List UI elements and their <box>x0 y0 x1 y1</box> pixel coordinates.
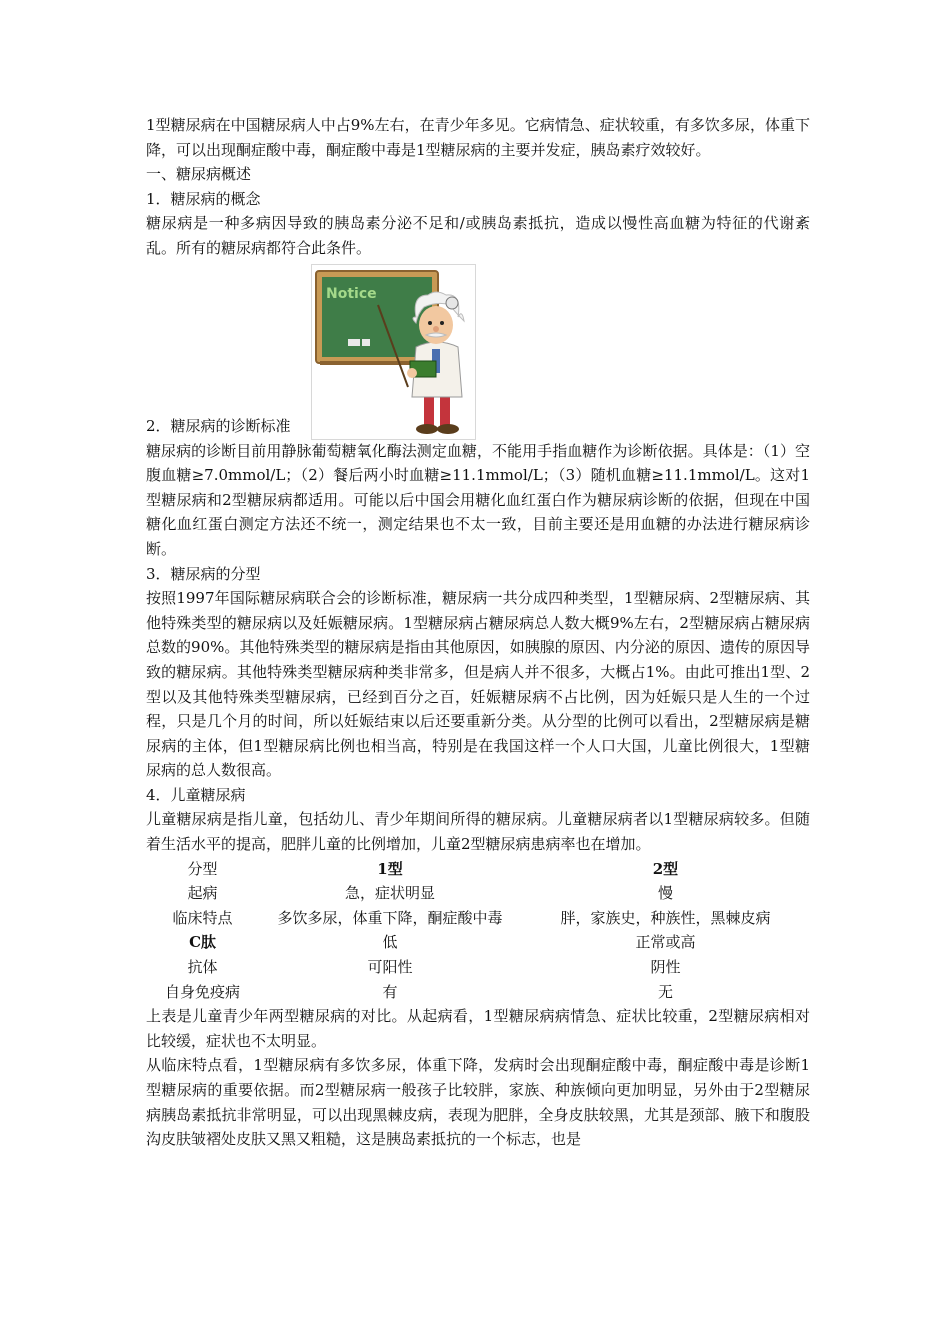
table-cell: 阴性 <box>650 958 681 977</box>
table-cell: 有 <box>382 982 398 1001</box>
table-row <box>146 930 810 955</box>
professor-chalkboard-icon <box>312 265 475 439</box>
table-cell: 可阳性 <box>367 958 413 977</box>
table-cell: 起病 <box>187 884 218 903</box>
document-page <box>146 113 810 1152</box>
table-cell: 胖，家族史，种族性，黑棘皮病 <box>560 908 771 927</box>
subsection-title-diagnosis: 2．糖尿病的诊断标准 <box>146 416 291 435</box>
subsection-title-children: 4．儿童糖尿病 <box>146 785 246 804</box>
table-cell: 多饮多尿，体重下降，酮症酸中毒 <box>277 908 503 927</box>
table-row <box>146 980 810 1005</box>
children-paragraph: 儿童糖尿病是指儿童，包括幼儿、青少年期间所得的糖尿病。儿童糖尿病者以1型糖尿病较多。但随着生活水平的提高，肥胖儿童的比例增加，儿童2型糖尿病患病率也在增加。 <box>146 810 810 854</box>
table-cell: 急，症状明显 <box>344 884 435 903</box>
concept-paragraph: 糖尿病是一种多病因导致的胰岛素分泌不足和/或胰岛素抵抗，造成以慢性高血糖为特征的代谢紊乱。所有的糖尿病都符合此条件。 <box>146 214 810 257</box>
table-cell: 自身免疫病 <box>165 982 241 1001</box>
subsection-title-types: 3．糖尿病的分型 <box>146 564 261 583</box>
types-paragraph: 按照1997年国际糖尿病联合会的诊断标准，糖尿病一共分成四种类型，1型糖尿病、2型糖尿病、其他特殊类型的糖尿病以及妊娠糖尿病。1型糖尿病占糖尿病总人数大概9%左右，2型糖尿病占糖尿病总数的90%。其他特殊类型的糖尿病是指由其他原因，如胰腺的原因、内分泌的原因、遗传的原因导致的糖尿病。其他特殊类型糖尿病种类非常多，但是病人并不很多，大概占1%。由此可推出1型、2型以及其他特殊类型糖尿病，已经到百分之百，妊娠糖尿病不占比例，因为妊娠只是人生的一个过程，只是几个月的时间，所以妊娠结束以后还要重新分类。从分型的比例可以看出，2型糖尿病是糖尿病的主体，但1型糖尿病比例也相当高，特别是在我国这样一个人口大国，儿童比例很大，1型糖尿病的总人数很高。 <box>146 589 810 780</box>
table-header-cell: 2型 <box>652 859 679 878</box>
diagnosis-paragraph: 糖尿病的诊断目前用静脉葡萄糖氧化酶法测定血糖，不能用手指血糖作为诊断依据。具体是：（1）空腹血糖≥7.0mmol/L；（2）餐后两小时血糖≥11.1mmol/L；（3）随机血糖≥11.1mmol/L。这对1型糖尿病和2型糖尿病都适用。可能以后中国会用糖化血红蛋白作为糖尿病诊断的依据，但现在中国糖化血红蛋白测定方法还不统一，测定结果也不太一致，目前主要还是用血糖的办法进行糖尿病诊断。 <box>146 441 810 558</box>
professor-chalkboard-illustration <box>311 264 476 440</box>
table-cell: 临床特点 <box>172 908 233 927</box>
board-text: Notice <box>326 285 377 302</box>
table-cell: 抗体 <box>187 958 218 977</box>
subsection-title-concept: 1．糖尿病的概念 <box>146 189 261 208</box>
intro-paragraph: 1型糖尿病在中国糖尿病人中占9%左右，在青少年多见。它病情急、症状较重，有多饮多尿，体重下降，可以出现酮症酸中毒，酮症酸中毒是1型糖尿病的主要并发症，胰岛素疗效较好。 <box>146 116 810 159</box>
table-header-cell: 1型 <box>377 859 403 878</box>
table-row <box>146 906 810 931</box>
table-header-row <box>146 857 810 882</box>
table-header-cell: 分型 <box>187 859 218 878</box>
figure-row <box>146 261 810 439</box>
table-cell: 慢 <box>657 884 673 903</box>
table-cell: 无 <box>657 982 673 1001</box>
table-cell: 低 <box>382 933 398 952</box>
section-title-overview: 一、糖尿病概述 <box>146 165 252 184</box>
table-summary-paragraph: 上表是儿童青少年两型糖尿病的对比。从起病看，1型糖尿病病情急、症状比较重，2型糖尿病相对比较缓，症状也不太明显。 <box>146 1007 810 1050</box>
table-row <box>146 955 810 980</box>
table-cell: C肽 <box>189 933 217 952</box>
table-cell: 正常或高 <box>635 933 696 952</box>
comparison-table <box>146 857 810 1005</box>
clinical-features-paragraph: 从临床特点看，1型糖尿病有多饮多尿，体重下降，发病时会出现酮症酸中毒，酮症酸中毒是诊断1型糖尿病的重要依据。而2型糖尿病一般孩子比较胖，家族、种族倾向更加明显，另外由于2型糖尿病胰岛素抵抗非常明显，可以出现黑棘皮病，表现为肥胖，全身皮肤较黑，尤其是颈部、腋下和腹股沟皮肤皱褶处皮肤又黑又粗糙，这是胰岛素抵抗的一个标志，也是 <box>146 1056 810 1149</box>
table-row <box>146 881 810 906</box>
